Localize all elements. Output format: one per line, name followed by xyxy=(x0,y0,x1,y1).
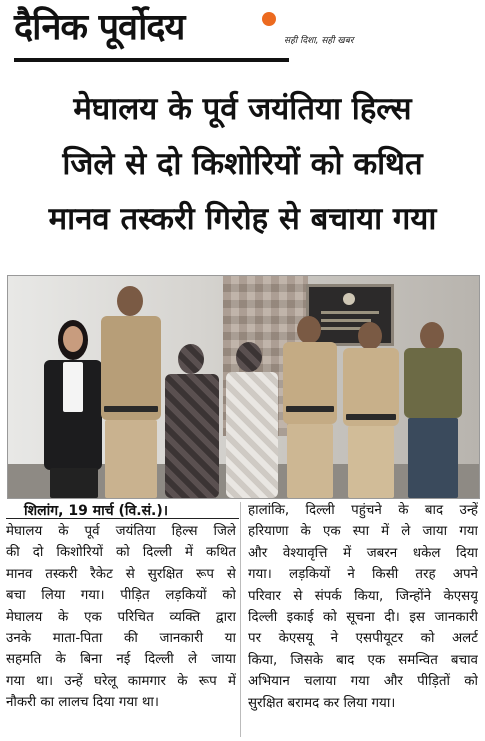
person-face xyxy=(63,326,83,352)
article-line: हालांकि, दिल्ली पहुंचने के बाद उन्हें xyxy=(248,503,478,518)
article-line: उनके माता-पिता की जानकारी या xyxy=(6,631,236,647)
plaque-line xyxy=(321,319,371,322)
article-column-right xyxy=(248,500,478,714)
headline xyxy=(10,82,475,247)
article-line: मेघालय के एक परिचित व्यक्ति द्वारा xyxy=(6,609,236,625)
article-line: किया, जिसके बाद एक समन्वित बचाव xyxy=(248,652,478,668)
newspaper-name: दैनिक पूर्वोदय xyxy=(14,7,185,48)
article-line: और वेश्यावृत्ति में जबरन धकेल दिया xyxy=(248,545,478,561)
news-photo xyxy=(7,275,480,499)
headline-line: जिले से दो किशोरियों को कथित xyxy=(62,146,423,182)
person-head xyxy=(297,316,321,344)
plaque-line xyxy=(321,311,379,314)
masthead-rule xyxy=(14,58,289,62)
belt xyxy=(286,406,334,412)
person-jeans xyxy=(408,418,458,498)
article-line: अभियान चलाया गया और पीड़ितों को xyxy=(248,674,478,690)
blurred-face xyxy=(236,342,262,372)
article-line: की दो किशोरियों को दिल्ली में कथित xyxy=(6,545,236,561)
article-line: मानव तस्करी रैकेट से सुरक्षित रूप से xyxy=(6,566,236,582)
blurred-person xyxy=(226,372,278,498)
article-line: सहमति के बिना नई दिल्ली ले जाया xyxy=(6,652,236,668)
logo-sun-icon xyxy=(262,12,276,26)
article-line: दिल्ली इकाई को सूचना दी। इस जानकारी xyxy=(248,610,478,626)
belt xyxy=(346,414,396,420)
person-trousers xyxy=(348,426,394,498)
article-line: गया था। उन्हें घरेलू कामगार के रूप में xyxy=(6,673,236,689)
article-line: मेघालय के पूर्व जयंतिया हिल्स जिले xyxy=(6,524,236,539)
person-trousers xyxy=(105,420,157,498)
article-line: पर केएसयू ने एसपीयूटर को अलर्ट xyxy=(248,631,478,647)
dateline: शिलांग, 19 मार्च (वि.सं.)। xyxy=(24,503,169,519)
article-line: सुरक्षित बरामद कर लिया गया। xyxy=(248,695,396,711)
person-shirt xyxy=(63,362,83,412)
person-shirt xyxy=(404,348,462,418)
article-line: बचा लिया गया। पीड़ित लड़कियों को xyxy=(6,588,236,604)
emblem-icon xyxy=(343,293,355,305)
masthead xyxy=(0,0,485,72)
person-uniform xyxy=(101,316,161,420)
article-line: हरियाणा के एक स्पा में ले जाया गया xyxy=(248,524,478,540)
article-line: परिवार से संपर्क किया, जिन्होंने केएसयू xyxy=(248,588,478,604)
article-line: नौकरी का लालच दिया गया था। xyxy=(6,695,159,711)
person-head xyxy=(358,322,382,350)
belt xyxy=(104,406,158,412)
headline-line: मेघालय के पूर्व जयंतिया हिल्स xyxy=(73,91,412,127)
column-divider xyxy=(240,502,241,737)
blurred-person xyxy=(165,374,219,498)
person-head xyxy=(117,286,143,316)
dateline-row xyxy=(6,500,236,520)
person-trousers xyxy=(287,424,333,498)
person-head xyxy=(420,322,444,350)
headline-line: मानव तस्करी गिरोह से बचाया गया xyxy=(48,201,437,237)
article-line: गया। लड़कियों ने किसी तरह अपने xyxy=(248,567,478,583)
blurred-face xyxy=(178,344,204,374)
person-legs xyxy=(50,468,98,498)
newspaper-tagline: सही दिशा, सही खबर xyxy=(284,36,354,46)
article-column-left xyxy=(6,521,236,714)
